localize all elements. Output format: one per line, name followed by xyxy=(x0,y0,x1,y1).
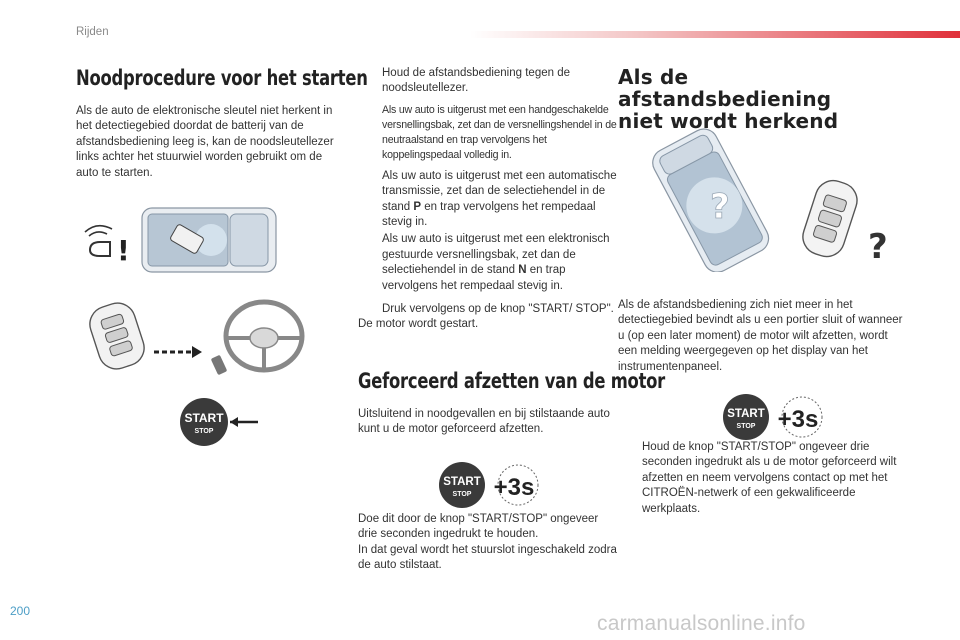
right-column xyxy=(618,66,908,132)
car-topview-key-illustration xyxy=(76,200,281,290)
key-warning-icon xyxy=(85,226,130,267)
forced-stop-intro: Uitsluitend in noodgevallen en bij stilstaande auto kunt u de motor geforceerd afzetten. xyxy=(358,407,610,436)
page-number: 200 xyxy=(10,604,31,618)
bullet-text: Als uw auto is uitgerust met een handgeschakelde versnellingsbak, zet dan de versnellingshendel in de neutraalstand en trap vervolgens het koppelingspedaal volledig in. xyxy=(382,103,617,161)
emergency-start-heading: Noodprocedure voor het starten xyxy=(76,66,368,90)
car-key-not-found-illustration xyxy=(650,126,900,272)
svg-text:STOP: STOP xyxy=(194,428,214,435)
key-not-recognized-heading xyxy=(618,66,908,132)
gear-key: N xyxy=(518,264,527,277)
svg-text:START: START xyxy=(184,411,224,425)
key-fob-icon xyxy=(88,298,149,373)
start-stop-hold-illustration xyxy=(438,460,542,510)
car-topview xyxy=(142,208,276,272)
svg-text:+3s: +3s xyxy=(777,406,819,433)
bullet-text: Als uw auto is uitgerust met een automatische transmissie, zet dan de selectiehendel in de stand xyxy=(382,169,617,213)
key-fob-icon xyxy=(798,176,861,261)
bullet-text: Als uw auto is uitgerust met een elektronisch gestuurde versnellingsbak, zet dan de selectiehendel in de stand xyxy=(382,233,610,277)
right-text-block xyxy=(618,298,908,375)
header-accent-bar xyxy=(470,31,960,38)
forced-stop-text: Doe dit door de knop "START/STOP" ongeveer drie seconden ingedrukt te houden. xyxy=(358,513,599,541)
section-label: Rijden xyxy=(76,26,109,38)
list-item xyxy=(358,66,620,97)
list-item xyxy=(358,169,620,231)
engine-started-text: De motor wordt gestart. xyxy=(358,318,479,331)
bullet-text: Druk vervolgens op de knop "START/ STOP". xyxy=(382,303,614,316)
three-seconds-icon xyxy=(494,465,538,505)
svg-text:STOP: STOP xyxy=(736,423,756,430)
middle-column xyxy=(358,66,666,438)
heading-line: Als de afstandsbediening xyxy=(618,65,832,111)
steering-wheel-icon xyxy=(211,302,302,375)
question-mark-icon: ? xyxy=(710,187,730,227)
svg-text:!: ! xyxy=(117,234,130,267)
bullet-text: Houd de afstandsbediening tegen de noodsleutellezer. xyxy=(382,67,570,95)
start-stop-button-icon xyxy=(180,398,228,446)
right-bullet-block xyxy=(618,440,908,517)
list-item xyxy=(358,302,620,317)
list-item xyxy=(358,103,620,163)
forced-stop-instructions xyxy=(358,512,620,574)
list-item xyxy=(618,440,908,517)
start-stop-button-icon xyxy=(439,462,485,508)
left-column xyxy=(76,66,368,181)
gear-key: P xyxy=(413,200,421,213)
svg-text:STOP: STOP xyxy=(452,491,472,498)
start-stop-press-illustration xyxy=(178,396,268,448)
list-item xyxy=(358,232,620,294)
svg-text:+3s: +3s xyxy=(493,474,535,501)
emergency-start-intro: Als de auto de elektronische sleutel niet herkent in het detectiegebied doordat de batterij van de afstandsbediening leeg is, kan de noodsleutellezer links achter het stuurwiel worden gebruikt om de auto te starten. xyxy=(76,105,334,179)
start-stop-hold-illustration xyxy=(722,392,826,442)
question-mark-icon: ? xyxy=(868,227,888,267)
svg-text:START: START xyxy=(443,476,481,488)
heading-line: niet wordt herkend xyxy=(618,109,839,133)
forced-stop-heading: Geforceerd afzetten van de motor xyxy=(358,368,666,393)
forced-stop-text-2: In dat geval wordt het stuurslot ingeschakeld zodra de auto stilstaat. xyxy=(358,543,617,572)
bullet-text: en trap vervolgens het rempedaal stevig in. xyxy=(382,200,596,229)
key-not-recognized-text: Als de afstandsbediening zich niet meer in het detectiegebied bevindt als u een portier sluit of wanneer u (op een later moment) de motor wilt afzetten, wordt een melding weergegeven op het display van het instrumentenpaneel. xyxy=(618,299,903,373)
three-seconds-icon xyxy=(778,397,822,437)
start-stop-button-icon xyxy=(723,394,769,440)
bullet-text: Houd de knop "START/STOP" ongeveer drie seconden ingedrukt als u de motor geforceerd wilt afzetten en neem vervolgens contact op met het CITROËN-netwerk of een gekwalificeerde werkplaats. xyxy=(642,441,897,515)
watermark: carmanualsonline.info xyxy=(597,612,806,635)
steering-key-reader-illustration xyxy=(88,296,308,388)
svg-text:START: START xyxy=(727,408,765,420)
bullet-text: en trap vervolgens het rempedaal stevig in. xyxy=(382,264,566,292)
